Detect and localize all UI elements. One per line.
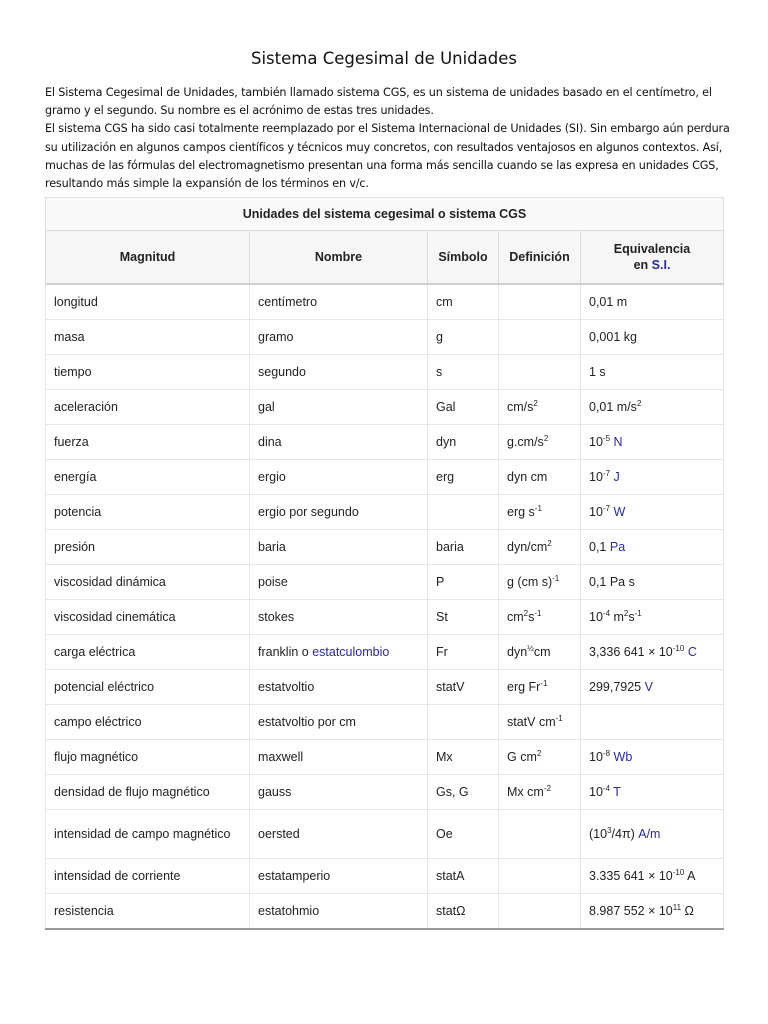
simbolo-cell: Oe [428, 810, 499, 859]
simbolo-cell: statA [428, 859, 499, 894]
simbolo-cell: Gs, G [428, 775, 499, 810]
header-magnitud: Magnitud [46, 231, 250, 285]
definicion-cell: $g.cm/s^2$ [499, 425, 581, 460]
magnitud-link[interactable]: potencial eléctrico [46, 670, 250, 705]
magnitud-link[interactable]: presión [46, 530, 250, 565]
equivalencia-cell: $10^{-7}$ J [581, 460, 724, 495]
intro-text [45, 84, 735, 193]
nombre-link[interactable]: gauss [250, 775, 428, 810]
unit-link[interactable]: Pa [609, 539, 626, 554]
nombre-link[interactable]: oersted [250, 810, 428, 859]
definicion-cell [499, 284, 581, 320]
header-definicion: Definición [499, 231, 581, 285]
nombre-link[interactable]: gal [250, 390, 428, 425]
definicion-cell: $cm/s^2$ [499, 390, 581, 425]
magnitud-link[interactable]: intensidad de corriente [46, 859, 250, 894]
simbolo-cell: St [428, 600, 499, 635]
table-header-row [46, 231, 724, 285]
table-row [46, 705, 724, 740]
equivalencia-cell: 0,01 $m/s^2$ [581, 390, 724, 425]
equivalencia-cell: $10^{-5}$ N [581, 425, 724, 460]
header-nombre: Nombre [250, 231, 428, 285]
nombre-link[interactable]: ergio [250, 460, 428, 495]
simbolo-cell: statV [428, 670, 499, 705]
magnitud-link[interactable]: flujo magnético [46, 740, 250, 775]
definicion-cell: statV $cm^{-1}$ [499, 705, 581, 740]
simbolo-cell: g [428, 320, 499, 355]
table-row [46, 775, 724, 810]
table-row [46, 355, 724, 390]
nombre-link[interactable]: baria [250, 530, 428, 565]
simbolo-cell: Fr [428, 635, 499, 670]
equivalencia-cell: 0,1 Pa [581, 530, 724, 565]
magnitud-link[interactable]: resistencia [46, 894, 250, 930]
magnitud-link[interactable]: potencia [46, 495, 250, 530]
simbolo-cell: statΩ [428, 894, 499, 930]
table-row [46, 530, 724, 565]
definicion-cell [499, 859, 581, 894]
simbolo-cell: baria [428, 530, 499, 565]
table-caption: Unidades del sistema cegesimal o sistema CGS [45, 197, 724, 230]
unit-link[interactable]: J [613, 469, 620, 484]
unit-link[interactable]: T [613, 784, 621, 799]
nombre-link[interactable]: estatculombio [312, 644, 390, 659]
table-row [46, 600, 724, 635]
nombre-link[interactable]: estatvoltio [250, 670, 428, 705]
simbolo-cell: dyn [428, 425, 499, 460]
header-equivalencia-label: Equivalencia [613, 242, 691, 256]
intro-paragraph-1: El Sistema Cegesimal de Unidades, también llamado sistema CGS, es un sistema de unidades basado en el centímetro, el gramo y el segundo. Su nombre es el acrónimo de estas tres unidades. [45, 86, 712, 118]
equivalencia-cell: 0,01 m [581, 284, 724, 320]
table-row [46, 460, 724, 495]
definicion-cell [499, 355, 581, 390]
magnitud-link[interactable]: masa [46, 320, 250, 355]
magnitud-link[interactable]: fuerza [46, 425, 250, 460]
magnitud-link[interactable]: aceleración [46, 390, 250, 425]
magnitud-link[interactable]: energía [46, 460, 250, 495]
header-equivalencia-en: en [633, 258, 649, 272]
nombre-link[interactable]: stokes [250, 600, 428, 635]
unit-link[interactable]: V [644, 679, 653, 694]
magnitud-link[interactable]: tiempo [46, 355, 250, 390]
cgs-units-table [45, 197, 724, 930]
table-row [46, 894, 724, 930]
nombre-cell: estatvoltio por cm [250, 705, 428, 740]
definicion-cell: g (cm s)$^{-1}$ [499, 565, 581, 600]
equivalencia-cell: 3.335 $641 \times 10^{-10}$ A [581, 859, 724, 894]
simbolo-cell: Gal [428, 390, 499, 425]
simbolo-cell [428, 495, 499, 530]
header-simbolo: Símbolo [428, 231, 499, 285]
simbolo-cell: s [428, 355, 499, 390]
nombre-link[interactable]: gramo [250, 320, 428, 355]
unit-link[interactable]: Wb [613, 749, 633, 764]
unit-link[interactable]: C [687, 644, 697, 659]
nombre-link[interactable]: dina [250, 425, 428, 460]
unit-link[interactable]: A/m [638, 826, 661, 841]
nombre-link[interactable]: poise [250, 565, 428, 600]
page-title: Sistema Cegesimal de Unidades [251, 49, 517, 68]
simbolo-cell: erg [428, 460, 499, 495]
definicion-cell [499, 810, 581, 859]
definicion-cell: dyn/$cm^2$ [499, 530, 581, 565]
simbolo-cell: Mx [428, 740, 499, 775]
equivalencia-cell: $(10^3/4\pi)$ A/m [581, 810, 724, 859]
nombre-link[interactable]: centímetro [250, 284, 428, 320]
definicion-cell [499, 894, 581, 930]
nombre-cell: ergio por segundo [250, 495, 428, 530]
equivalencia-cell: 1 s [581, 355, 724, 390]
equivalencia-cell: $10^{-7}$ W [581, 495, 724, 530]
nombre-cell: franklin o estatculombio [250, 635, 428, 670]
table-row [46, 495, 724, 530]
table-row [46, 859, 724, 894]
magnitud-link[interactable]: carga eléctrica [46, 635, 250, 670]
table-row [46, 284, 724, 320]
header-equivalencia [581, 231, 724, 285]
simbolo-cell: cm [428, 284, 499, 320]
equivalencia-cell: $10^{-4}$ T [581, 775, 724, 810]
definicion-cell: $cm^2s^{-1}$ [499, 600, 581, 635]
magnitud-link[interactable]: campo eléctrico [46, 705, 250, 740]
equivalencia-cell: 0,1 Pa s [581, 565, 724, 600]
magnitud-link[interactable]: intensidad de campo magnético [46, 810, 250, 859]
definicion-cell: dyn$^{\frac{1}{2}}$cm [499, 635, 581, 670]
nombre-link[interactable]: maxwell [250, 740, 428, 775]
equivalencia-cell: 0,001 kg [581, 320, 724, 355]
equivalencia-cell: 299,7925 V [581, 670, 724, 705]
table-row [46, 425, 724, 460]
table-row [46, 390, 724, 425]
intro-paragraph-2: El sistema CGS ha sido casi totalmente reemplazado por el Sistema Internacional de Unidades (SI). Sin embargo aún perdura su utilización en algunos campos científicos y técnicos muy concretos, con resultados ventajosos en algunos contextos. Así, muchas de las fórmulas del electromagnetismo presentan una forma más sencilla cuando se las expresa en unidades CGS, resultando más simple la expansión de los términos en v/c. [45, 122, 730, 191]
nombre-link-missing[interactable]: estatohmio [250, 894, 428, 930]
definicion-cell: erg $s^{-1}$ [499, 495, 581, 530]
unit-link[interactable]: N [613, 434, 623, 449]
equivalencia-cell: 8.987 $552 \times 10^{11}$ Ω [581, 894, 724, 930]
definicion-cell: G $cm^2$ [499, 740, 581, 775]
magnitud-link[interactable]: viscosidad cinemática [46, 600, 250, 635]
definicion-cell [499, 320, 581, 355]
magnitud-link[interactable]: longitud [46, 284, 250, 320]
table-row [46, 810, 724, 859]
nombre-link[interactable]: segundo [250, 355, 428, 390]
equivalencia-cell: $10^{-8}$ Wb [581, 740, 724, 775]
table-row [46, 670, 724, 705]
unit-link[interactable]: W [613, 504, 626, 519]
equivalencia-cell: 3,336 $641 \times 10^{-10}$ C [581, 635, 724, 670]
definicion-cell: Mx $cm^{-2}$ [499, 775, 581, 810]
table-row [46, 565, 724, 600]
equivalencia-cell [581, 705, 724, 740]
table-row [46, 740, 724, 775]
nombre-link-missing[interactable]: estatamperio [250, 859, 428, 894]
magnitud-link[interactable]: viscosidad dinámica [46, 565, 250, 600]
definicion-cell: erg $Fr^{-1}$ [499, 670, 581, 705]
table-row [46, 320, 724, 355]
simbolo-cell [428, 705, 499, 740]
header-si-link[interactable]: S.I. [651, 258, 671, 272]
definicion-cell: dyn cm [499, 460, 581, 495]
simbolo-cell: P [428, 565, 499, 600]
table-row [46, 635, 724, 670]
magnitud-link[interactable]: densidad de flujo magnético [46, 775, 250, 810]
equivalencia-cell: $10^{-4}$ $m^2s^{-1}$ [581, 600, 724, 635]
